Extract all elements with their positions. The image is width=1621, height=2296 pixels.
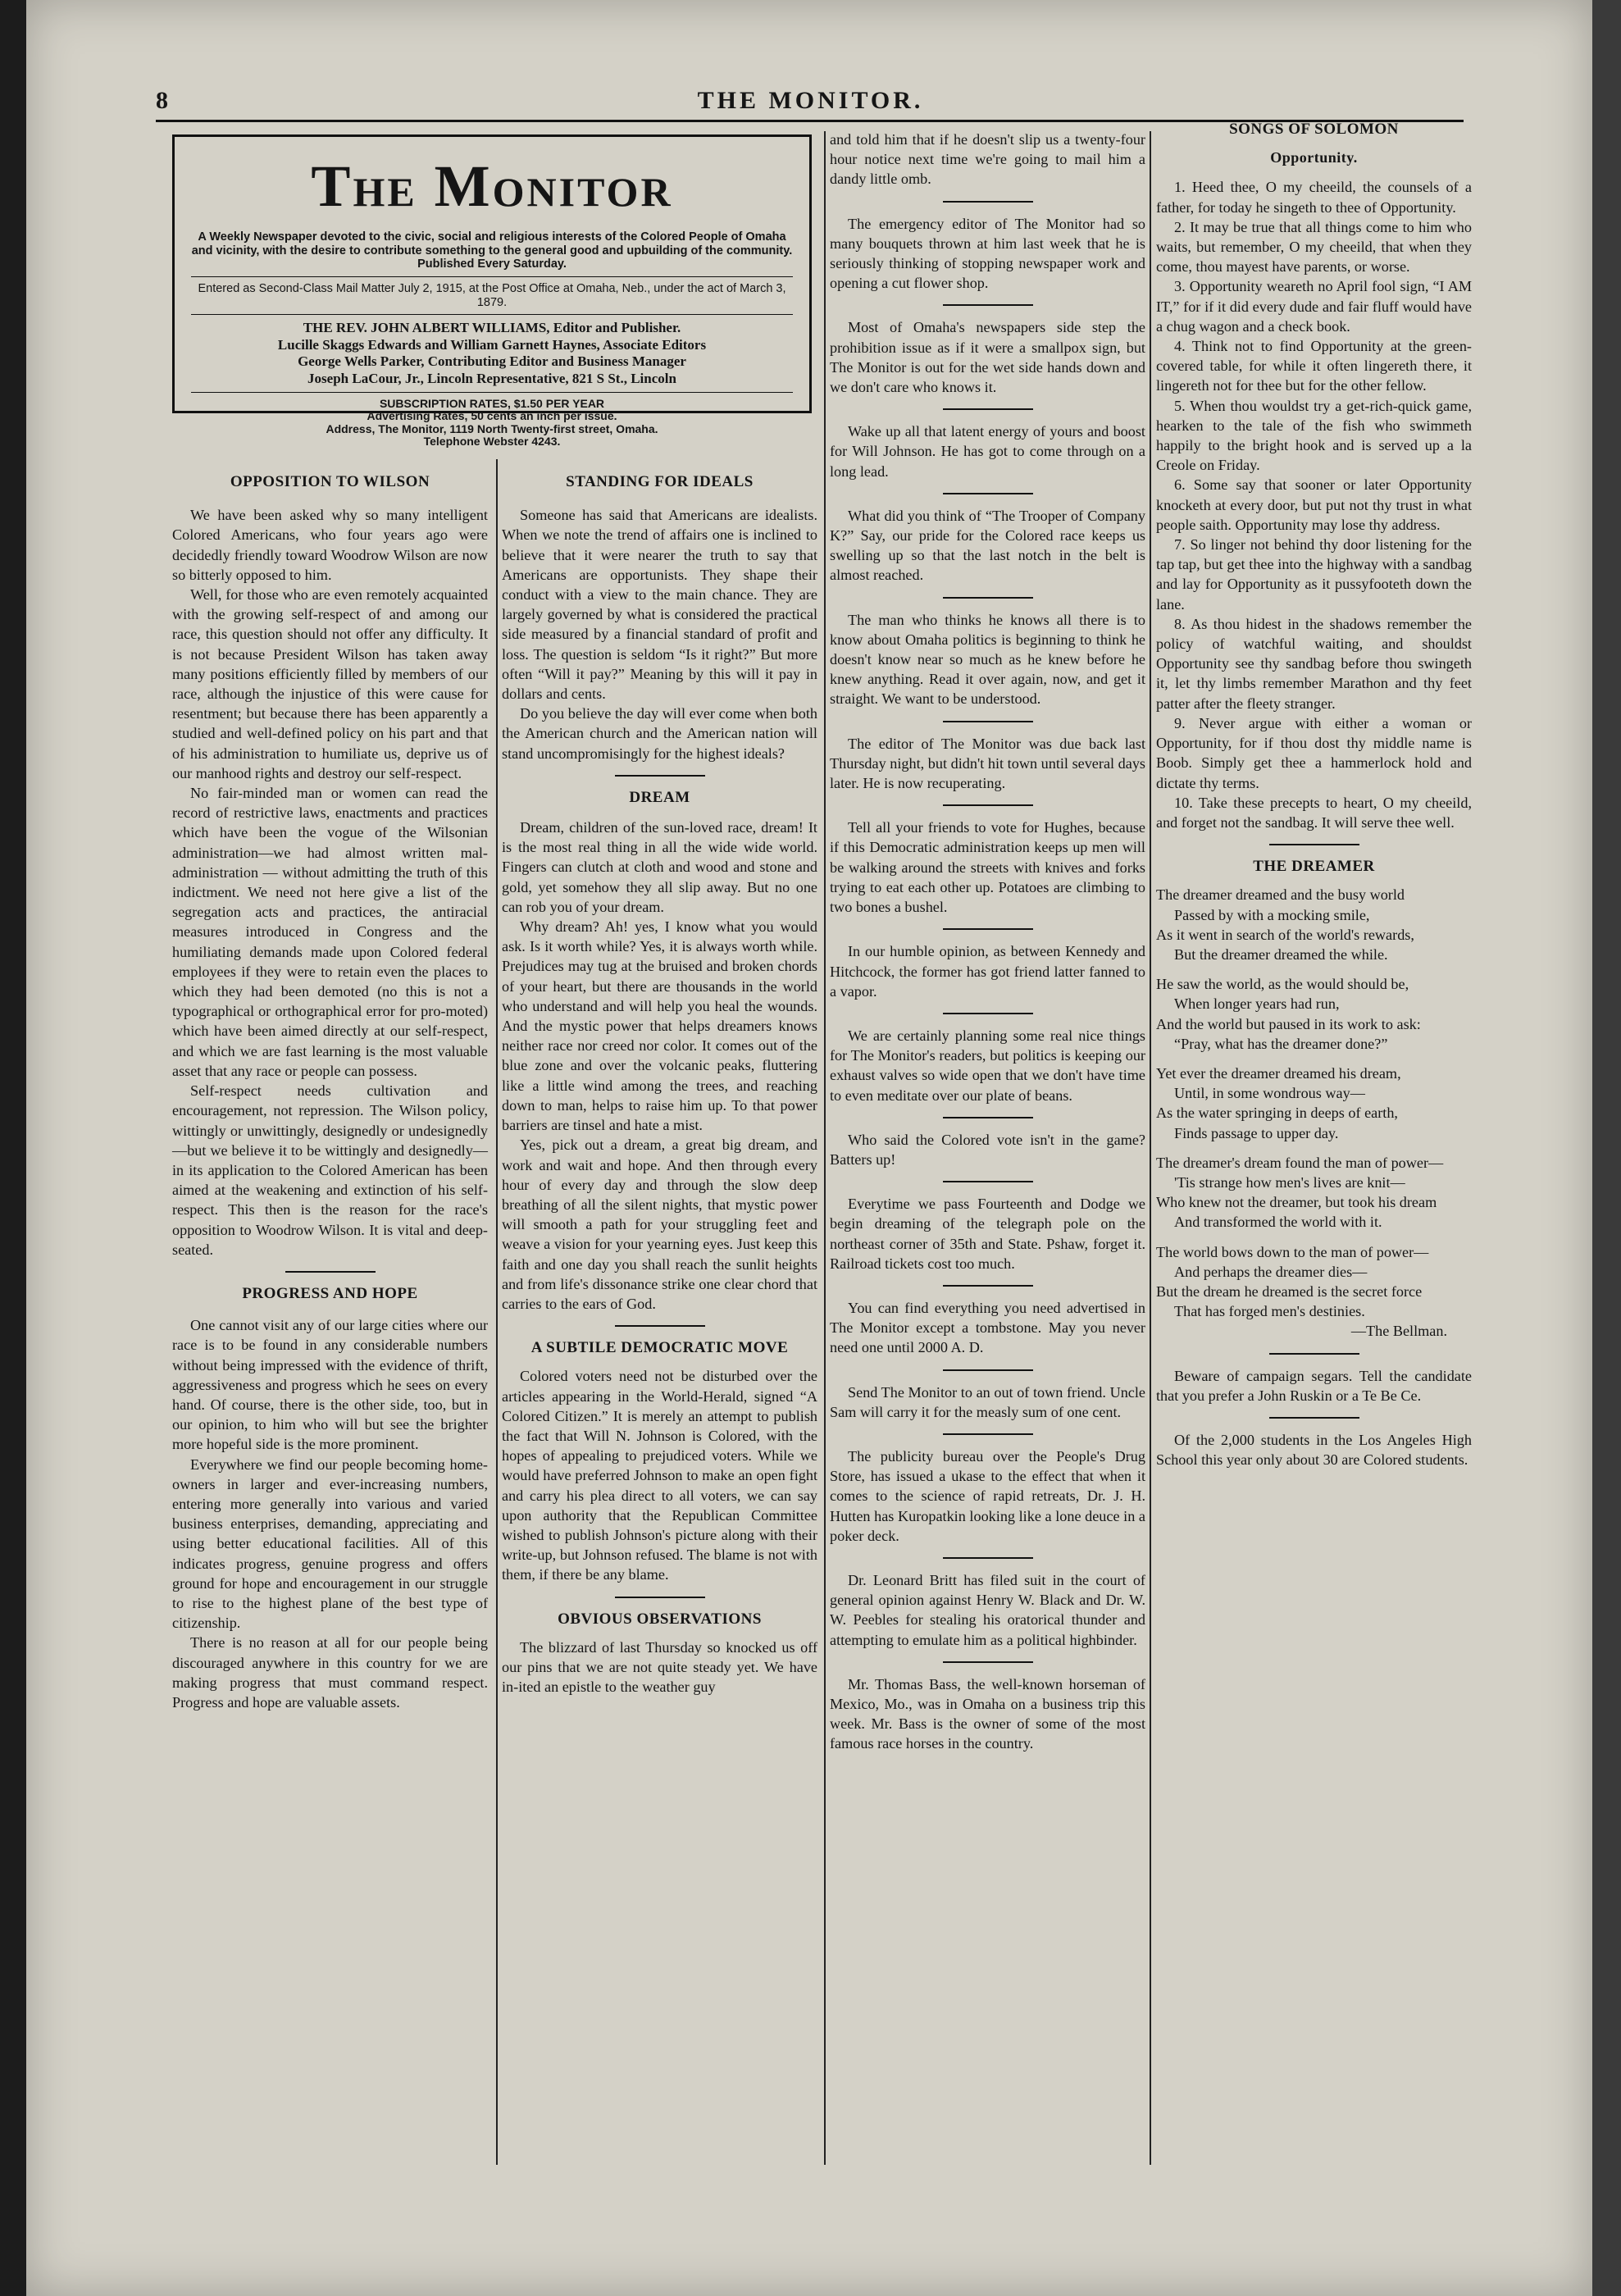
section-rule [943, 1013, 1033, 1014]
article-paragraph: Yes, pick out a dream, a great big dream, and work and wait and hope. And then through every hour of every day and through the slow deep breathing of all the silent nights, that mystic power will smooth a path for your struggling feet and weave a vision for your yearning eyes. Just keep this faith and one day you shall reach the sunlit heights and from life's dissonance strike one clear chord that carries to the ears of God. [502, 1137, 817, 1312]
headline-dream: DREAM [629, 788, 690, 806]
article-paragraph: We have been asked why so many intelligent Colored Americans, who four years ago were decidedly friendly toward Woodrow Wilson are now so bitterly opposed to him. [172, 507, 488, 583]
section-rule [943, 1661, 1033, 1663]
section-rule [943, 408, 1033, 410]
article-paragraph: Self-respect needs cultivation and encouragement, not repression. The Wilson policy, wittingly or unwittingly, designedly or undesignedly—but we believe it to be wittingly and designedly—in its application to the Colored American has been aimed at the weakening and extinction of his self-respect. This then is the reason for the race's opposition to Woodrow Wilson. It is vital and deep-seated. [172, 1082, 488, 1258]
section-rule [285, 1271, 376, 1273]
article-paragraph: Everytime we pass Fourteenth and Dodge we begin dreaming of the telegraph pole on the northeast corner of 35th and State. Pshaw, forget it. Railroad tickets cost too much. [830, 1196, 1145, 1272]
section-rule [943, 804, 1033, 806]
headline-obvious-observations: OBVIOUS OBSERVATIONS [558, 1610, 762, 1628]
column-rule [1150, 131, 1151, 2165]
page-number: 8 [156, 87, 168, 114]
article-paragraph: The editor of The Monitor was due back last Thursday night, but didn't hit town until several days later. He is now recuperating. [830, 735, 1145, 792]
masthead-divider [191, 276, 793, 277]
subheadline-opportunity: Opportunity. [1270, 149, 1358, 166]
section-rule [1269, 844, 1359, 845]
numbered-precept: 6. Some say that sooner or later Opportunity knocketh at every door, but put not thy trust in what people saith. Opportunity may lose thy address. [1156, 476, 1472, 533]
section-rule [943, 304, 1033, 306]
poem-signature: —The Bellman. [1350, 1323, 1447, 1340]
article-paragraph: Mr. Thomas Bass, the well-known horseman of Mexico, Mo., was in Omaha on a business trip this week. Mr. Bass is the owner of some of the most famous race horses in the country. [830, 1675, 1145, 1752]
article-paragraph: Dr. Leonard Britt has filed suit in the court of general opinion against Henry W. Black and Dr. W. W. Peebles for stealing his oratorical thunder and attempting to emulate him as a political highbinder. [830, 1571, 1145, 1648]
section-rule [1269, 1417, 1359, 1419]
masthead-box [172, 134, 812, 449]
article-paragraph: The man who thinks he knows all there is to know about Omaha politics is beginning to think he doesn't know near so much as he knew before he knew anything. Read it over again, now, and get it straight. We want to be understood. [830, 611, 1145, 708]
headline-the-dreamer: THE DREAMER [1253, 858, 1375, 876]
headline-opposition-to-wilson: OPPOSITION TO WILSON [230, 473, 430, 490]
section-rule [943, 1433, 1033, 1435]
headline-songs-of-solomon: SONGS OF SOLOMON [1229, 121, 1399, 138]
editor-line: THE REV. JOHN ALBERT WILLIAMS, Editor and Publisher. [303, 320, 681, 336]
article-paragraph: We are certainly planning some real nice things for The Monitor's readers, but politics is keeping our exhaust valves so wide open that we don't have time to even meditate over our plate of beans. [830, 1027, 1145, 1104]
article-paragraph: Tell all your friends to vote for Hughes, because if this Democratic administration keeps up men will be walking around the streets with knives and forks trying to eat each other up. Potatoes are climbing to two bones a bushel. [830, 819, 1145, 916]
column-2 [502, 472, 817, 1697]
article-paragraph: and told him that if he doesn't slip us a twenty-four hour notice next time we're going to mail him a dandy little omb. [830, 131, 1145, 188]
column-1 [172, 472, 488, 1712]
mail-entry-notice: Entered as Second-Class Mail Matter July 2, 1915, at the Post Office at Omaha, Neb., under the act of March 3, 1879. [198, 282, 786, 309]
section-rule [943, 928, 1033, 930]
lincoln-representative-line: Joseph LaCour, Jr., Lincoln Representative, 821 S St., Lincoln [307, 370, 676, 386]
article-paragraph: Someone has said that Americans are idealists. When we note the trend of affairs one is inclined to believe that it were nearer the truth to say that Americans are opportunists. They shape their conduct with a view to the main chance. They are largely governed by what is considered the practical side measured by a financial standard of profit and loss. The question is seldom “Is it right?” But more often “Will it pay?” Meaning by this will it pay in dollars and cents. [502, 507, 817, 703]
article-paragraph: The publicity bureau over the People's Drug Store, has issued a ukase to the effect that when it comes to the science of rapid retreats, Dr. J. H. Hutten has Kuropatkin looking like a lone deuce in a poker deck. [830, 1447, 1145, 1544]
section-rule [615, 1597, 705, 1598]
section-rule [943, 1369, 1033, 1371]
article-paragraph: No fair-minded man or women can read the record of restrictive laws, enactments and practices which have been the vogue of the Wilsonian administration—we had almost written mal-administration — without admitting the truth of this indictment. We need not here give a list of the segregation acts and practices, the antiracial measures introduced in Congress and the humiliating demands made upon Colored federal employees if they were to retain even the places to which they had been demoted (no this is not a typographical or orthographical error for pro-moted) which have been aimed directly at our self-respect, and which we are fast learning is the most valuable asset that any race or people can possess. [172, 785, 488, 1079]
numbered-precept: 1. Heed thee, O my cheeild, the counsels of a father, for today he singeth to thee of Opportunity. [1156, 179, 1472, 216]
publication-frequency: Published Every Saturday. [417, 257, 567, 271]
column-rule [496, 459, 498, 2165]
section-rule [615, 1325, 705, 1327]
column-4 [1156, 120, 1472, 1469]
headline-subtile-democratic-move: A SUBTILE DEMOCRATIC MOVE [530, 1339, 789, 1357]
article-paragraph: You can find everything you need advertised in The Monitor except a tombstone. May you never need one until 2000 A. D. [830, 1299, 1145, 1356]
headline-progress-and-hope: PROGRESS AND HOPE [242, 1284, 418, 1302]
article-paragraph: Why dream? Ah! yes, I know what you would ask. Is it worth while? Yes, it is always worth while. Prejudices may tug at the bruised and broken chords of your heart, but there are thousands in the world who understand and will help you heal the wounds. And the mystic power that helps dreamers knows neither race nor creed nor color. It comes out of the blue zone and over the volcanic peaks, fluttering like a little wind among the trees, and reaching down to man, helps to raise him up. To that power barriers are tinsel and hate a mist. [502, 918, 817, 1134]
article-paragraph: What did you think of “The Trooper of Company K?” Say, our pride for the Colored race keeps us swelling up so that the last notch in the belt is almost reached. [830, 507, 1145, 584]
section-rule [943, 1117, 1033, 1118]
column-3 [830, 130, 1145, 1754]
article-paragraph: Dream, children of the sun-loved race, dream! It is the most real thing in all the wide wide world. Fingers can clutch at cloth and wood and stone and gold, yet somehow they all slip away. But no one can rob you of your dream. [502, 819, 817, 915]
section-rule [943, 493, 1033, 494]
numbered-precept: 7. So linger not behind thy door listening for the tap tap, but get thee into the highway with a sandbag and lay for Opportunity as it pussyfooteth down the lane. [1156, 536, 1472, 613]
numbered-precept: 3. Opportunity weareth no April fool sign, “I AM IT,” for if it did every dude and fair fluff would have a chug wagon and a check book. [1156, 278, 1472, 335]
numbered-precept: 9. Never argue with either a woman or Opportunity, for if thou dost thy middle name is Boob. Simply get thee a hammerlock hold and dictate thy terms. [1156, 714, 1472, 791]
numbered-precept: 2. It may be true that all things come to him who waits, but remember, O my cheeild, that when they come, thou mayest have parents, or worse. [1156, 218, 1472, 276]
column-rule [824, 131, 826, 2165]
article-paragraph: Colored voters need not be disturbed over the articles appearing in the World-Herald, signed “A Colored Citizen.” It is merely an attempt to publish the fact that Will N. Johnson is Colored, with the hopes of appealing to prejudiced voters. While we would have preferred Johnson to make an open fight and carry his plea direct to all voters, we can say upon authority that the Republican Committee wished to publish Johnson's picture along with their write-up, but Johnson refused. The blame is not with them, if there be any blame. [502, 1368, 817, 1583]
section-rule [943, 597, 1033, 599]
article-paragraph: The emergency editor of The Monitor had so many bouquets thrown at him last week that he is seriously thinking of stopping newspaper work and opening a cut flower shop. [830, 215, 1145, 292]
section-rule [943, 1285, 1033, 1287]
section-rule [1269, 1353, 1359, 1355]
masthead-description: A Weekly Newspaper devoted to the civic, social and religious interests of the Colored People of Omaha and vicinity, with the desire to contribute something to the general good and upbuilding of the community. Published Every Saturday. [191, 230, 793, 271]
numbered-precept: 8. As thou hidest in the shadows remember the policy of watchful waiting, and shouldst Opportunity see thy sandbag before thou swingeth it, let thy limbs remember Marathon and thy feet patter after the fleety stranger. [1156, 615, 1472, 712]
poem-stanza: The world bows down to the man of power— And perhaps the dreamer dies— But the dream he dreamed is the secret force That has forged men's destinies. [1156, 1243, 1429, 1320]
section-rule [615, 775, 705, 777]
masthead-divider [191, 314, 793, 315]
article-paragraph: Beware of campaign segars. Tell the candidate that you prefer a John Ruskin or a Te Be Ce. [1156, 1367, 1472, 1404]
article-paragraph: The blizzard of last Thursday so knocked us off our pins that we are not quite steady yet. We have in-ited an epistle to the weather guy [502, 1638, 817, 1696]
article-paragraph: Who said the Colored vote isn't in the game? Batters up! [830, 1131, 1145, 1168]
article-paragraph: Most of Omaha's newspapers side step the prohibition issue as if it were a smallpox sign, but The Monitor is out for the wet side hands down and we don't care who knows it. [830, 319, 1145, 396]
section-rule [943, 1181, 1033, 1182]
numbered-precept: 5. When thou wouldst try a get-rich-quick game, hearken to the tale of the fish who swimmeth happily to the bright hook and is served up a la Creole on Friday. [1156, 397, 1472, 474]
section-rule [943, 201, 1033, 203]
poem-stanza: He saw the world, as the would should be, When longer years had run, And the world but paused in its work to ask: “Pray, what has the dreamer done?” [1156, 976, 1421, 1052]
article-paragraph: Well, for those who are even remotely acquainted with the growing self-respect of and among our race, this question should not offer any difficulty. It is not because President Wilson has taken away many positions efficiently filled by members of our race, although the injustice of this were cause for resentment; but because there has been apparently a studied and well-defined policy on his part and that of his administration to humiliate us, deprive us of our manhood rights and destroy our self-respect. [172, 586, 488, 781]
article-paragraph: Of the 2,000 students in the Los Angeles High School this year only about 30 are Colored students. [1156, 1431, 1472, 1469]
article-paragraph: In our humble opinion, as between Kennedy and Hitchcock, the former has got friend latter fanned to a vapor. [830, 943, 1145, 1000]
article-paragraph: Do you believe the day will ever come when both the American church and the American nation will stand uncompromisingly for the highest ideals? [502, 705, 817, 762]
scan-edge-right [1592, 0, 1621, 2296]
scan-edge-left [0, 0, 26, 2296]
section-rule [943, 1557, 1033, 1559]
masthead-divider [191, 392, 793, 393]
poem-stanza: The dreamer dreamed and the busy world Passed by with a mocking smile, As it went in search of the world's rewards, But the dreamer dreamed the while. [1156, 886, 1414, 963]
masthead-title: The Monitor [311, 153, 673, 219]
contributing-editor-line: George Wells Parker, Contributing Editor and Business Manager [298, 353, 686, 370]
article-paragraph: Send The Monitor to an out of town friend. Uncle Sam will carry it for the measly sum of one cent. [830, 1383, 1145, 1420]
headline-standing-for-ideals: STANDING FOR IDEALS [566, 473, 754, 490]
running-head: THE MONITOR. [697, 87, 924, 114]
poem-stanza: The dreamer's dream found the man of power— 'Tis strange how men's lives are knit— Who knew not the dreamer, but took his dream And transformed the world with it. [1156, 1154, 1444, 1231]
article-paragraph: Everywhere we find our people becoming home-owners in larger and ever-increasing numbers, entering more generally into various and varied business enterprises, demanding, appreciating and using better educational facilities. All of this indicates progress, genuine progress and offers ground for hope and encouragement in our struggle to rise to the highest plane of the best type of citizenship. [172, 1456, 488, 1632]
numbered-precept: 10. Take these precepts to heart, O my cheeild, and forget not the sandbag. It will serve thee well. [1156, 794, 1472, 831]
numbered-precept: 4. Think not to find Opportunity at the green-covered table, for while it often lingereth there, it lingereth not for thee but for the other fellow. [1156, 338, 1472, 394]
section-rule [943, 721, 1033, 722]
article-paragraph: One cannot visit any of our large cities where our race is to be found in any considerable numbers without being impressed with the evidence of thrift, aggressiveness and progress which he sees on every hand. Of course, there is the other side, too, but in our opinion, to him who will but see the brighter more hopeful side is the more prominent. [172, 1317, 488, 1453]
staff-list [191, 320, 793, 387]
article-paragraph: Wake up all that latent energy of yours and boost for Will Johnson. He has got to come through on a long lead. [830, 423, 1145, 480]
poem-stanza: Yet ever the dreamer dreamed his dream, Until, in some wondrous way— As the water springing in deeps of earth, Finds passage to upper day. [1156, 1064, 1401, 1141]
article-paragraph: There is no reason at all for our people being discouraged anywhere in this country for we are making progress that must command respect. Progress and hope are valuable assets. [172, 1634, 488, 1711]
associate-editors-line: Lucille Skaggs Edwards and William Garnett Haynes, Associate Editors [277, 336, 707, 353]
subscription-info: SUBSCRIPTION RATES, $1.50 PER YEAR Advertising Rates, 50 cents an inch per issue. Address, The Monitor, 1119 North Twenty-first street, Omaha. Telephone Webster 4243. [326, 396, 658, 449]
